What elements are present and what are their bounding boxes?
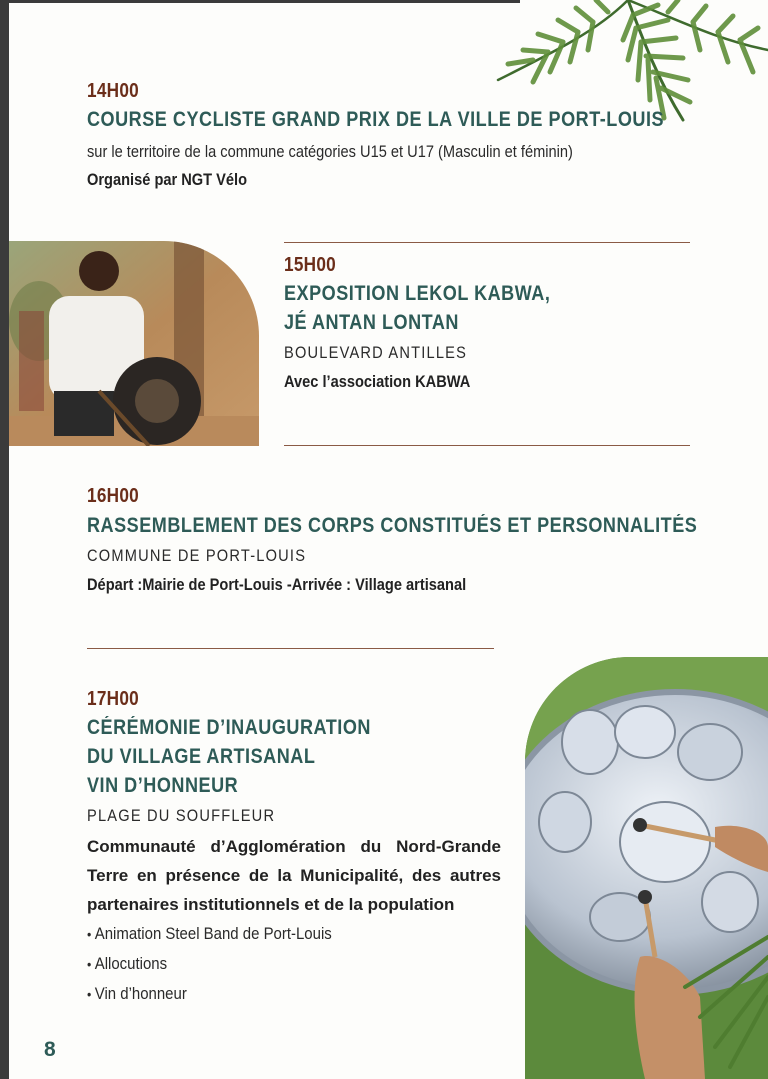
event-time: 16H00 (87, 485, 139, 507)
event-description: sur le territoire de la commune catégories U15 et U17 (Masculin et féminin) (87, 142, 573, 161)
event-title-line: CÉRÉMONIE D’INAUGURATION (87, 716, 371, 739)
event-time: 14H00 (87, 80, 139, 102)
bullet-item: • Animation Steel Band de Port-Louis (87, 919, 332, 949)
event-description (87, 832, 501, 919)
divider-rule (87, 648, 494, 649)
bullet-item: • Vin d’honneur (87, 979, 332, 1009)
event-title (87, 105, 664, 134)
event-time: 15H00 (284, 254, 336, 276)
event-description-line: partenaires institutionnels et de la population (87, 895, 455, 914)
event-description-line: Communauté d’Agglomération du Nord-Grande (87, 837, 501, 856)
divider-rule (284, 445, 690, 446)
event-location: BOULEVARD ANTILLES (284, 343, 468, 362)
event-title-line: COURSE CYCLISTE GRAND PRIX DE LA VILLE DE PORT-LOUIS (87, 108, 665, 131)
event-organizer: Avec l’association KABWA (284, 372, 471, 391)
child-rolling-tire-photo (9, 241, 259, 446)
event-title (87, 713, 371, 800)
divider-rule (284, 242, 690, 243)
event-time: 17H00 (87, 688, 139, 710)
top-edge-bar (0, 0, 520, 3)
event-location: COMMUNE DE PORT-LOUIS (87, 546, 307, 565)
event-title-line: JÉ ANTAN LONTAN (284, 311, 459, 334)
event-location: PLAGE DU SOUFFLEUR (87, 806, 276, 825)
steel-pan-drum-photo (525, 657, 768, 1079)
bullet-item: • Allocutions (87, 949, 332, 979)
event-title (284, 279, 550, 337)
left-edge-bar (0, 0, 9, 1079)
event-bullet-list (87, 919, 365, 1009)
event-organizer: Départ :Mairie de Port-Louis -Arrivée : Village artisanal (87, 575, 467, 594)
event-title-line: EXPOSITION LEKOL KABWA, (284, 282, 551, 305)
event-title-line: RASSEMBLEMENT DES CORPS CONSTITUÉS ET PERSONNALITÉS (87, 514, 698, 537)
event-title-line: VIN D’HONNEUR (87, 774, 239, 797)
event-description-line: Terre en présence de la Municipalité, des autres (87, 866, 501, 885)
event-title-line: DU VILLAGE ARTISANAL (87, 745, 316, 768)
event-organizer: Organisé par NGT Vélo (87, 170, 248, 189)
page-number: 8 (44, 1038, 56, 1061)
event-title (87, 511, 697, 540)
